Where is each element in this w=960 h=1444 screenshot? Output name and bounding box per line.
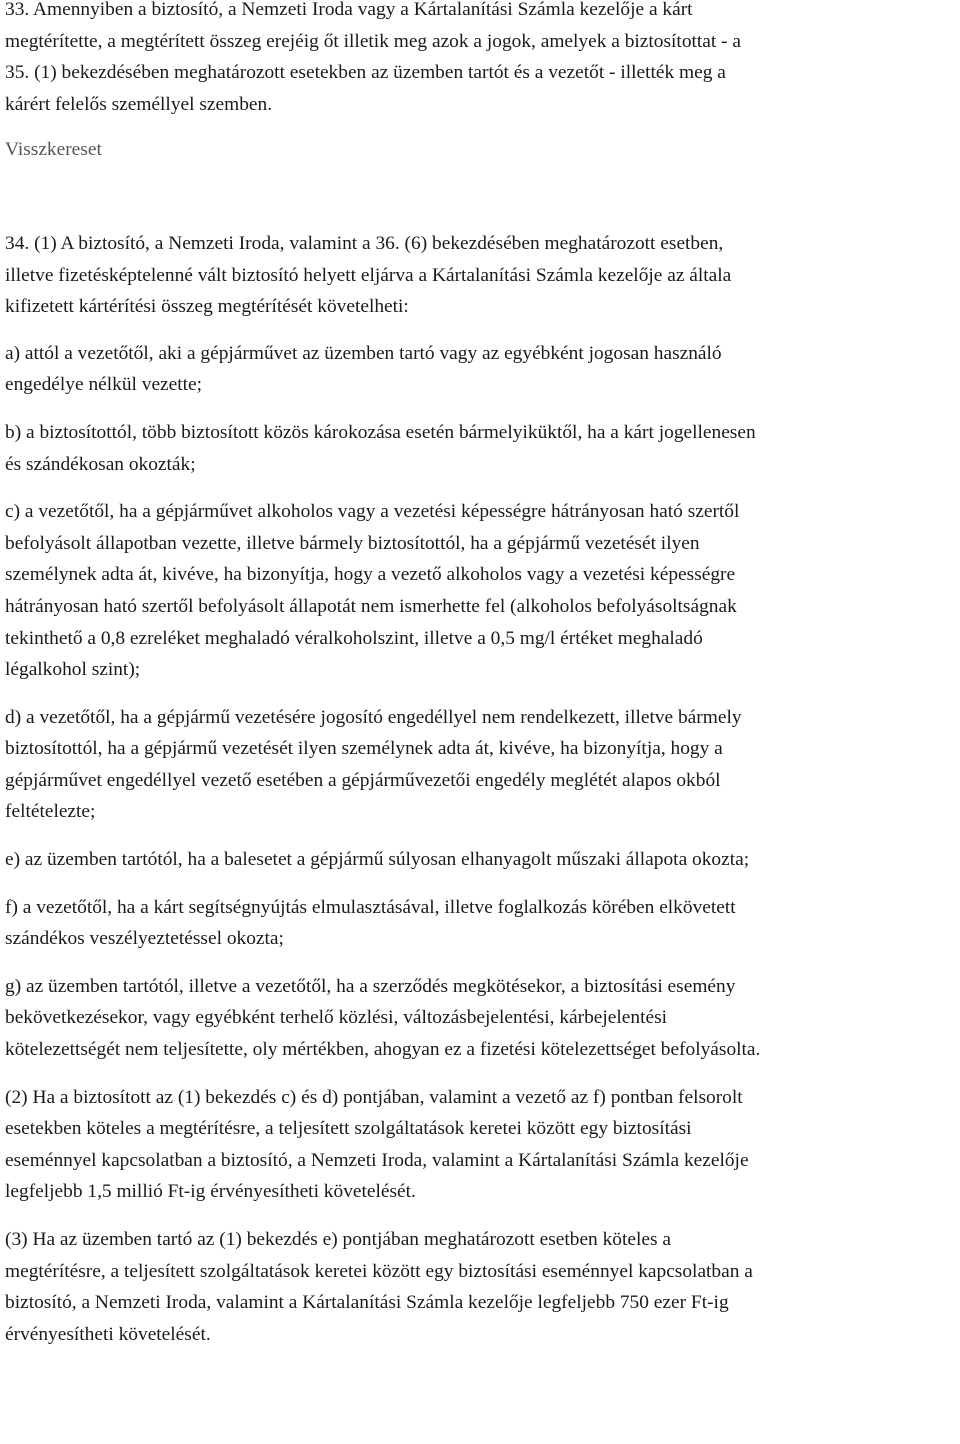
point-c: [5, 496, 960, 686]
text-line: személynek adta át, kivéve, ha bizonyítja, hogy a vezető alkoholos vagy a vezetési képességre: [5, 564, 736, 586]
text-line: legfeljebb 1,5 millió Ft-ig érvényesítheti követelését.: [5, 1181, 416, 1203]
text-line: (3) Ha az üzemben tartó az (1) bekezdés e) pontjában meghatározott esetben köteles a: [5, 1229, 671, 1250]
text-line: és szándékosan okozták;: [5, 453, 196, 475]
text-line: bekövetkezésekor, vagy egyébként terhelő közlési, változásbejelentési, kárbejelentési: [5, 1007, 667, 1029]
point-a: [5, 338, 960, 401]
text-line: illetve fizetésképtelenné vált biztosító helyett eljárva a Kártalanítási Számla kezelője az általa: [5, 264, 732, 286]
text-line: szándékos veszélyeztetéssel okozta;: [5, 928, 284, 950]
point-b: [5, 417, 960, 480]
text-line: kifizetett kártérítési összeg megtérítését követelheti:: [5, 296, 409, 318]
text-line: gépjárművet engedéllyel vezető esetében a gépjárművezetői engedély meglétét alapos okból: [5, 769, 721, 791]
text-line: engedélye nélkül vezette;: [5, 374, 203, 396]
text-line: g) az üzemben tartótól, illetve a vezetőtől, ha a szerződés megkötésekor, a biztosítási esemény: [5, 975, 736, 997]
text-line: hátrányosan ható szertől befolyásolt állapotát nem ismerhette fel (alkoholos befolyásoltságnak: [5, 595, 737, 617]
text-line: befolyásolt állapotban vezette, illetve bármely biztosítottól, ha a gépjármű vezetését ilyen: [5, 532, 700, 554]
text-line: kötelezettségét nem teljesítette, oly mértékben, ahogyan ez a fizetési kötelezettséget befolyásolta.: [5, 1039, 761, 1061]
text-line: kárért felelős személlyel szemben.: [5, 93, 273, 115]
text-line: érvényesítheti követelését.: [5, 1323, 211, 1345]
text-line: d) a vezetőtől, ha a gépjármű vezetésére jogosító engedéllyel nem rendelkezett, illetve bármely: [5, 706, 742, 728]
paragraph-3: [5, 1224, 960, 1350]
text-line: 35. (1) bekezdésében meghatározott esetekben az üzemben tartót és a vezetőt - illették meg a: [5, 62, 726, 84]
text-line: (2) Ha a biztosított az (1) bekezdés c) és d) pontjában, valamint a vezető az f) pontban felsorolt: [5, 1086, 743, 1108]
text-line: megtérítette, a megtérített összeg erejéig őt illetik meg azok a jogok, amelyek a biztosítottat - a: [5, 30, 742, 52]
section-33: [5, 0, 960, 120]
point-e: [5, 844, 960, 876]
text-line: esetekben köteles a megtérítésre, a teljesített szolgáltatások keretei között egy biztosítási: [5, 1118, 692, 1140]
text-line: 34. (1) A biztosító, a Nemzeti Iroda, valamint a 36. (6) bekezdésében meghatározott esetben,: [5, 232, 724, 254]
paragraph-2: [5, 1082, 960, 1208]
point-g: [5, 971, 960, 1066]
text-line: megtérítésre, a teljesített szolgáltatások keretei között egy biztosítási eseménnyel kapcsolatban a: [5, 1260, 753, 1282]
text-line: biztosítottól, ha a gépjármű vezetését ilyen személynek adta át, kivéve, ha bizonyítja, hogy a: [5, 738, 723, 760]
point-f: [5, 892, 960, 955]
text-line: f) a vezetőtől, ha a kárt segítségnyújtás elmulasztásával, illetve foglalkozás körében elkövetett: [5, 896, 736, 918]
text-line: e) az üzemben tartótól, ha a balesetet a gépjármű súlyosan elhanyagolt műszaki állapota okozta;: [5, 849, 750, 871]
text-line: biztosító, a Nemzeti Iroda, valamint a Kártalanítási Számla kezelője legfeljebb 750 ezer Ft-ig: [5, 1292, 729, 1314]
text-line: a) attól a vezetőtől, aki a gépjárművet az üzemben tartó vagy az egyébként jogosan használó: [5, 342, 722, 364]
section-heading: Visszkereset: [5, 139, 102, 161]
text-line: eseménnyel kapcsolatban a biztosító, a Nemzeti Iroda, valamint a Kártalanítási Számla kezelője: [5, 1149, 749, 1171]
text-line: feltételezte;: [5, 801, 96, 823]
text-line: c) a vezetőtől, ha a gépjárművet alkoholos vagy a vezetési képességre hátrányosan ható szertől: [5, 501, 740, 523]
text-line: 33. Amennyiben a biztosító, a Nemzeti Iroda vagy a Kártalanítási Számla kezelője a kárt: [5, 0, 693, 20]
text-line: tekinthető a 0,8 ezreléket meghaladó véralkoholszint, illetve a 0,5 mg/l értéket meghaladó: [5, 627, 703, 649]
point-d: [5, 702, 960, 828]
text-line: b) a biztosítottól, több biztosított közös károkozása esetén bármelyiküktől, ha a kárt jogellenesen: [5, 421, 756, 443]
section-34: [5, 228, 960, 323]
text-line: légalkohol szint);: [5, 659, 141, 681]
